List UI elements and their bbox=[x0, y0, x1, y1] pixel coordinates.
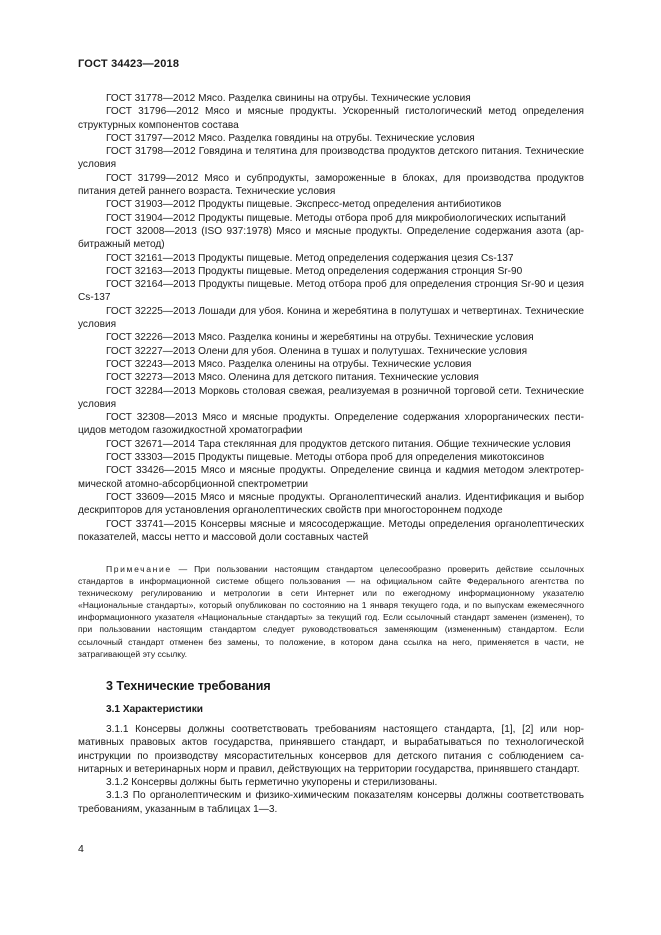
reference-item: ГОСТ 32273—2013 Мясо. Оленина для детского питания. Технические условия bbox=[106, 372, 479, 384]
requirement-paragraph: 3.1.2 Консервы должны быть герметично укупорены и стерилизованы. bbox=[106, 777, 438, 789]
reference-item: ГОСТ 32308—2013 Мясо и мясные продукты. Определение содержания хлорорганических пестицидов методом газожидкостной хроматографии bbox=[78, 412, 584, 437]
reference-item: ГОСТ 32164—2013 Продукты пищевые. Метод отбора проб для определения стронция Sr-90 и цезия Cs-137 bbox=[78, 279, 584, 304]
page-number: 4 bbox=[78, 843, 84, 855]
reference-item: ГОСТ 32284—2013 Морковь столовая свежая, реализуемая в розничной торговой сети. Технические условия bbox=[78, 385, 584, 410]
document-header: ГОСТ 34423—2018 bbox=[78, 58, 180, 70]
requirement-paragraph: 3.1.1 Консервы должны соответствовать требованиям настоящего стандарта, [1], [2] или нормативных правовых актов государства, принявшего стандарт, и вырабатываться по технологической инструкции по производству мясорастительных консервов для детского питания с соблюдением санитарных и ветеринарных норм и правил, действующих на территории государства, принявшего стандарт. bbox=[78, 724, 584, 775]
note-text: — При пользовании настоящим стандартом целесообразно проверить действие ссылочных стандартов в информационной системе общего пользования — на официальном сайте Федерального агентства по техническому регулированию и метрологии в сети Интернет или по ежегодному информационному указателю «Национальные стандарты», который опубликован по состоянию на 1 января текущего года, и по выпускам ежемесячного информационного указателя «Национальные стандарты» за текущий год. Если ссылочный стандарт заменен (изменен), то при пользовании настоящим стандартом следует руководствоваться заменяющим (измененным) стандартом. Если ссылочный стандарт отменен без замены, то положение, в котором дана ссылка на него, применяется в части, не затрагивающей эту ссылку. bbox=[78, 564, 584, 659]
reference-item: ГОСТ 31778—2012 Мясо. Разделка свинины на отрубы. Технические условия bbox=[106, 93, 471, 104]
reference-item: ГОСТ 33303—2015 Продукты пищевые. Методы отбора проб для определения микотоксинов bbox=[106, 452, 545, 464]
section-body bbox=[78, 723, 584, 816]
reference-item: ГОСТ 32671—2014 Тара стеклянная для продуктов детского питания. Общие технические условия bbox=[106, 438, 571, 450]
reference-item: ГОСТ 31903—2012 Продукты пищевые. Экспресс-метод определения антибиотиков bbox=[106, 199, 502, 211]
note-label: Примечание bbox=[106, 564, 172, 574]
reference-item: ГОСТ 32163—2013 Продукты пищевые. Метод определения содержания стронция Sr-90 bbox=[106, 265, 523, 277]
reference-item: ГОСТ 31904—2012 Продукты пищевые. Методы отбора проб для микробиологических испытаний bbox=[106, 212, 566, 224]
reference-item: ГОСТ 32227—2013 Олени для убоя. Оленина в тушах и полутушах. Технические условия bbox=[106, 345, 528, 357]
reference-item: ГОСТ 31796—2012 Мясо и мясные продукты. Ускоренный гистологический метод определения структурных компонентов состава bbox=[78, 106, 584, 131]
reference-item: ГОСТ 33426—2015 Мясо и мясные продукты. Определение свинца и кадмия методом электротермической атомно-абсорбционной спектрометрии bbox=[78, 465, 584, 490]
references-note bbox=[78, 563, 584, 660]
reference-item: ГОСТ 33741—2015 Консервы мясные и мясосодержащие. Методы определения органолептических показателей, массы нетто и массовой доли составных частей bbox=[78, 518, 584, 543]
reference-item: ГОСТ 32243—2013 Мясо. Разделка оленины на отрубы. Технические условия bbox=[106, 358, 472, 370]
requirement-paragraph: 3.1.3 По органолептическим и физико-химическим показателям консервы должны соответствовать требованиям, указанным в таблицах 1—3. bbox=[78, 790, 584, 815]
reference-item: ГОСТ 31797—2012 Мясо. Разделка говядины на отрубы. Технические условия bbox=[106, 132, 475, 144]
reference-item: ГОСТ 33609—2015 Мясо и мясные продукты. Органолептический анализ. Идентификация и выбор дескрипторов для установления органолептических свойств при многостороннем подходе bbox=[78, 491, 584, 517]
reference-item: ГОСТ 31798—2012 Говядина и телятина для производства продуктов детского питания. Технические условия bbox=[78, 146, 584, 171]
reference-item: ГОСТ 31799—2012 Мясо и субпродукты, замороженные в блоках, для производства продуктов питания детей раннего возраста. Технические условия bbox=[78, 172, 584, 198]
normative-references-list bbox=[78, 92, 584, 544]
reference-item: ГОСТ 32226—2013 Мясо. Разделка конины и жеребятины на отрубы. Технические условия bbox=[106, 332, 534, 344]
reference-item: ГОСТ 32161—2013 Продукты пищевые. Метод определения содержания цезия Cs-137 bbox=[106, 252, 514, 264]
section-heading: 3 Технические требования bbox=[106, 679, 271, 693]
subsection-heading: 3.1 Характеристики bbox=[106, 704, 203, 715]
reference-item: ГОСТ 32008—2013 (ISO 937:1978) Мясо и мясные продукты. Определение содержания азота (арбитражный метод) bbox=[78, 225, 584, 251]
reference-item: ГОСТ 32225—2013 Лошади для убоя. Конина и жеребятина в полутушах и четвертинах. Технические условия bbox=[78, 305, 584, 331]
